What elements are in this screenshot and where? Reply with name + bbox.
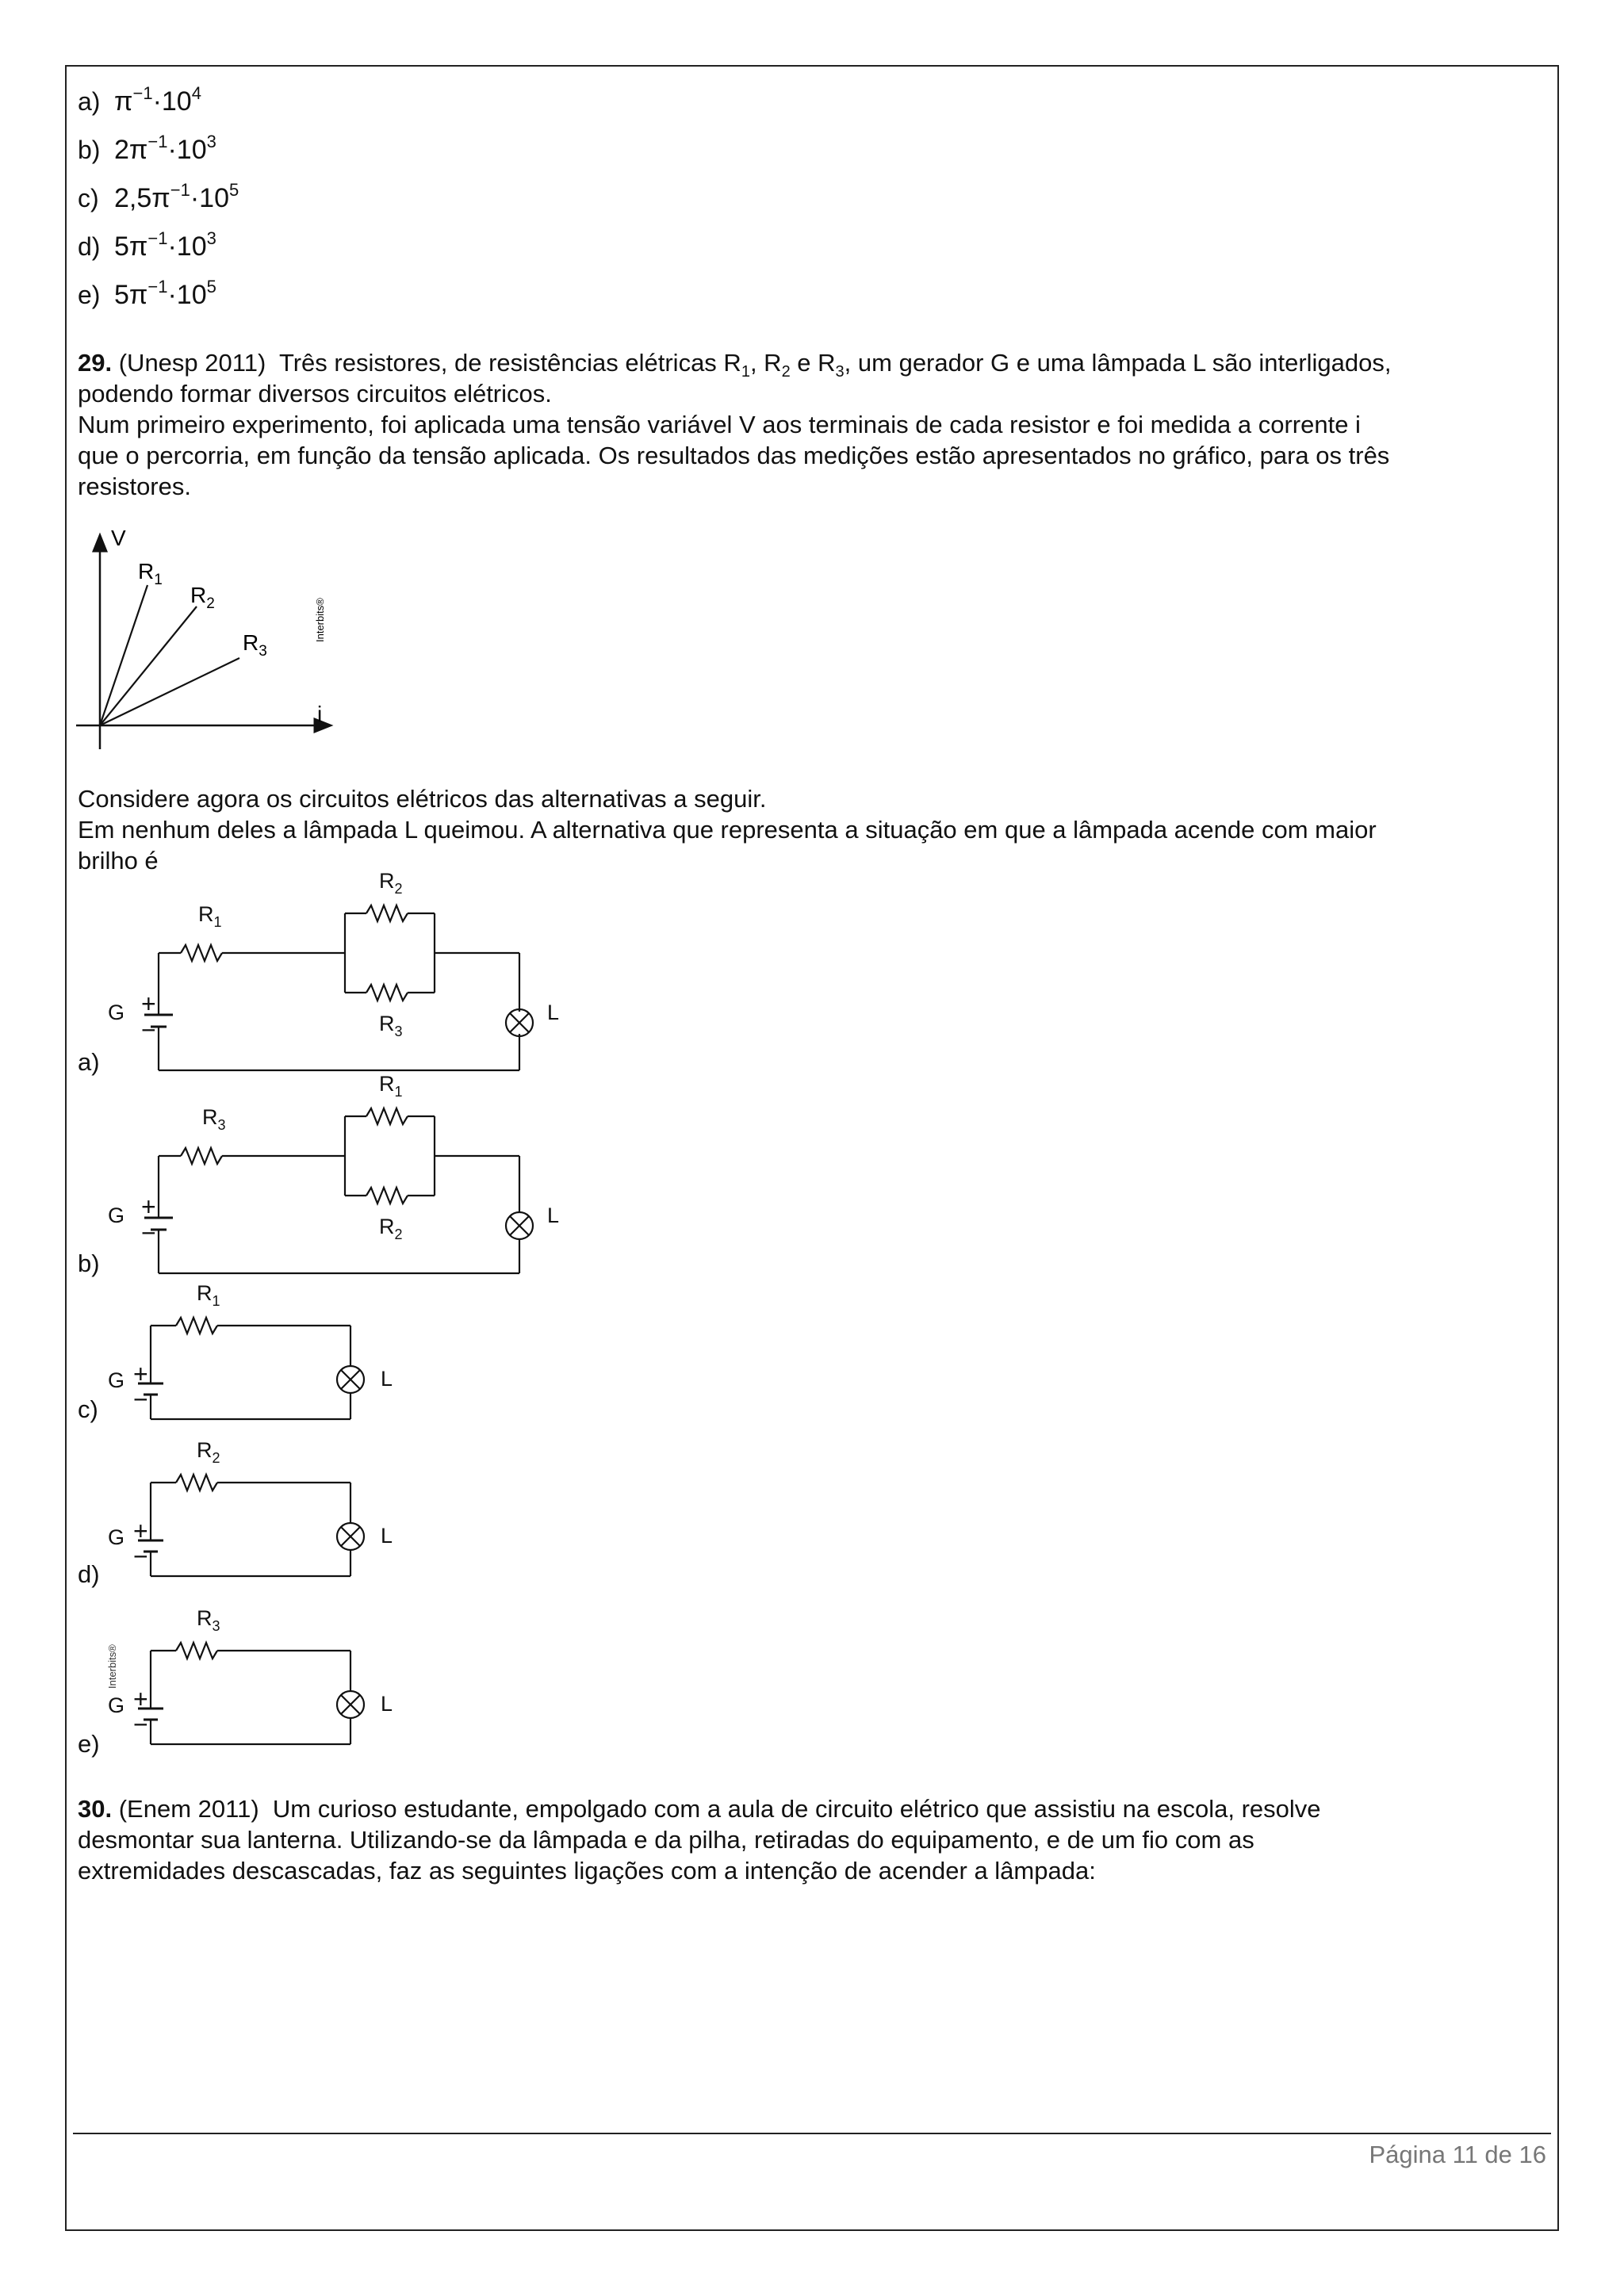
lamp-label: L xyxy=(381,1692,393,1716)
plus-sign: + xyxy=(133,1517,148,1545)
lamp-d xyxy=(337,1523,364,1550)
resistor-label: $R_1$ xyxy=(379,1072,403,1100)
circuit-option-label[interactable]: b) xyxy=(78,1249,100,1277)
v-axis-label: V xyxy=(111,526,126,550)
answer-option[interactable]: c) $2,5\pi^{-1}\cdot 10^5$ xyxy=(78,180,239,213)
lamp-b xyxy=(506,1212,533,1239)
i-axis-label: i xyxy=(317,702,323,726)
answer-option[interactable]: b) $2\pi^{-1}\cdot 10^3$ xyxy=(78,132,216,165)
lamp-e xyxy=(337,1691,364,1718)
generator-label: G xyxy=(108,1368,125,1392)
resistor-label: $R_3$ xyxy=(202,1105,226,1133)
circuits-area xyxy=(71,864,595,1776)
page-number: Página 11 de 16 xyxy=(1369,2141,1546,2168)
lamp-label: L xyxy=(547,1203,560,1227)
resistor-label: $R_1$ xyxy=(197,1281,220,1309)
resistor-label: $R_2$ xyxy=(197,1438,220,1466)
circuit-a[interactable] xyxy=(144,905,519,1070)
circuit-c[interactable] xyxy=(138,1318,364,1419)
lamp-c xyxy=(337,1366,364,1393)
circuit-option-label[interactable]: c) xyxy=(78,1395,98,1423)
answer-option[interactable]: a) $\pi^{-1}\cdot 10^4$ xyxy=(78,83,201,117)
generator-label: G xyxy=(108,1203,125,1227)
plus-sign: + xyxy=(133,1685,148,1713)
circuit-b[interactable] xyxy=(144,1108,533,1273)
lamp-label: L xyxy=(547,1001,560,1024)
generator-label: G xyxy=(108,1001,125,1024)
answer-option[interactable]: d) $5\pi^{-1}\cdot 10^3$ xyxy=(78,228,216,262)
lamp-label: L xyxy=(381,1524,393,1548)
line-label-r3: $R_3$ xyxy=(243,630,267,660)
plus-sign: + xyxy=(133,1360,148,1388)
line-label-r2: $R_2$ xyxy=(190,583,215,612)
circuit-e[interactable] xyxy=(138,1643,364,1744)
question-29-statement: 29. (Unesp 2011) Três resistores, de resistências elétricas $R_1$, $R_2$ e $R_3$, um gerador G e uma lâmpada L são interligados, podendo formar diversos circuitos elétricos. Num primeiro experimento, foi aplicada uma tensão variável V aos terminais de cada resistor e foi medida a corrente i que o percorria, em função da tensão aplicada. Os resultados das medições estão apresentados no gráfico, para os três resistores. xyxy=(78,349,1392,500)
lamp-label: L xyxy=(381,1367,393,1391)
circuit-option-label[interactable]: a) xyxy=(78,1048,100,1076)
question-30-statement: 30. (Enem 2011) Um curioso estudante, empolgado com a aula de circuito elétrico que assistiu na escola, resolve desmontar sua lanterna. Utilizando-se da lâmpada e da pilha, retiradas do equipamento, e de um fio com as extremidades descascadas, faz as seguintes ligações com a intenção de acender a lâmpada: xyxy=(78,1795,1321,1885)
circuit-option-label[interactable]: e) xyxy=(78,1730,100,1758)
plus-sign: + xyxy=(141,989,156,1018)
line-label-r1: $R_1$ xyxy=(138,559,163,588)
circuit-option-label[interactable]: d) xyxy=(78,1560,100,1588)
plus-sign: + xyxy=(141,1192,156,1221)
generator-label: G xyxy=(108,1525,125,1549)
line-r1 xyxy=(100,585,147,725)
vi-graph xyxy=(71,523,349,753)
resistor-label: $R_3$ xyxy=(379,1012,403,1039)
question-29-prompt: Considere agora os circuitos elétricos das alternativas a seguir. Em nenhum deles a lâmpada L queimou. A alternativa que representa a situação em que a lâmpada acende com maior brilho é xyxy=(78,785,1377,874)
watermark-graph: Interbits® xyxy=(314,598,326,642)
resistor-label: $R_1$ xyxy=(198,902,222,930)
minus-sign: − xyxy=(141,1016,156,1044)
watermark-circuits: Interbits® xyxy=(106,1644,118,1689)
circuit-d[interactable] xyxy=(138,1475,364,1576)
footer-divider xyxy=(73,2133,1551,2134)
resistor-label: $R_2$ xyxy=(379,1215,403,1242)
minus-sign: − xyxy=(141,1219,156,1247)
line-r2 xyxy=(100,607,197,725)
resistor-label: $R_2$ xyxy=(379,869,403,897)
line-r3 xyxy=(100,658,239,725)
lamp-a xyxy=(506,1009,533,1036)
minus-sign: − xyxy=(133,1710,148,1739)
generator-label: G xyxy=(108,1693,125,1717)
minus-sign: − xyxy=(133,1542,148,1571)
resistor-label: $R_3$ xyxy=(197,1606,220,1634)
answer-option[interactable]: e) $5\pi^{-1}\cdot 10^5$ xyxy=(78,277,216,310)
minus-sign: − xyxy=(133,1385,148,1414)
